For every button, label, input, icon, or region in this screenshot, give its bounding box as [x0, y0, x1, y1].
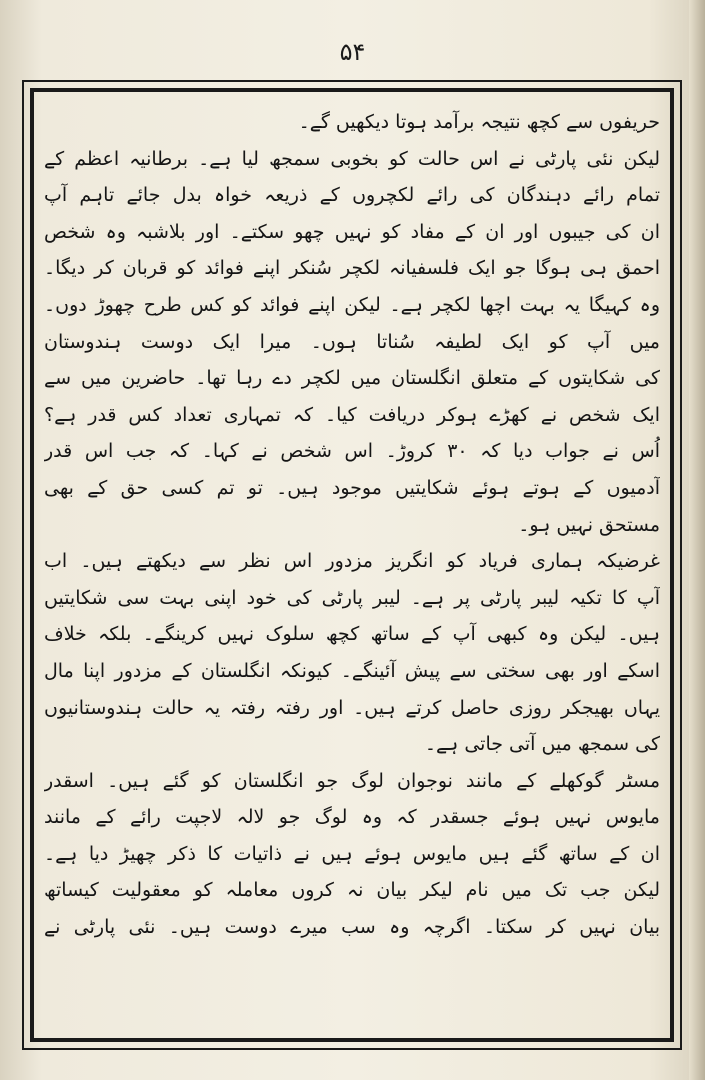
text-line: مسٹر گوکھلے کے مانند نوجوان لوگ جو انگلستان کو گئے ہیں۔ اسقدر — [44, 769, 660, 792]
text-line: ان کی جیبوں اور ان کے مفاد کو نہیں چھو سکتے۔ اور بلاشبہ وہ شخص — [44, 220, 660, 243]
text-line: بیان نہیں کر سکتا۔ اگرچہ وہ سب میرے دوست ہیں۔ نئی پارٹی نے — [44, 916, 660, 939]
text-line: مستحق نہیں ہو۔ — [518, 513, 660, 536]
text-line: لیکن نئی پارٹی نے اس حالت کو بخوبی سمجھ لیا ہے۔ برطانیہ اعظم کے — [44, 147, 660, 170]
text-line: یہاں بھیجکر روزی حاصل کرتے ہیں۔ اور رفتہ رفتہ یہ حالت ہندوستانیوں — [44, 696, 660, 719]
text-line: کی شکایتوں کے متعلق انگلستان میں لکچر دے رہا تھا۔ حاضرین میں سے — [44, 367, 660, 390]
text-line: ہیں۔ لیکن وہ کبھی آپ کے ساتھ کچھ سلوک نہیں کرینگے۔ بلکہ خلاف — [44, 623, 660, 646]
text-line: ان کے ساتھ گئے ہیں مایوس ہوئے ہیں نے ذاتیات کا ذکر چھیڑ دیا ہے۔ — [44, 842, 660, 865]
text-line: آپ کا تکیہ لیبر پارٹی پر ہے۔ لیبر پارٹی کی خود اپنی بہت سی شکایتیں — [44, 586, 660, 609]
text-line: مایوس نہیں ہوئے جسقدر کہ وہ لوگ جو لالہ لاجپت رائے کے مانند — [44, 806, 660, 829]
page-number: ۵۴ — [339, 38, 366, 66]
text-line: کی سمجھ میں آتی جاتی ہے۔ — [424, 733, 660, 756]
text-line: میں آپ کو ایک لطیفہ سُناتا ہوں۔ میرا ایک دوست ہندوستان — [44, 330, 660, 353]
text-line: غرضیکہ ہماری فریاد کو انگریز مزدور اس نظر سے دیکھتے ہیں۔ اب — [44, 550, 660, 573]
text-line: اُس نے جواب دیا کہ ۳۰ کروڑ۔ اس شخص نے کہا۔ کہ جب اس قدر — [44, 440, 660, 463]
text-line: وہ کہیگا یہ بہت اچھا لکچر ہے۔ لیکن اپنے فوائد کو کس طرح چھوڑ دوں۔ — [44, 293, 660, 316]
text-line: حریفوں سے کچھ نتیجہ برآمد ہوتا دیکھیں گے۔ — [298, 111, 660, 133]
page-binding-edge — [689, 0, 705, 1080]
text-line: احمق ہی ہوگا جو ایک فلسفیانہ لکچر سُنکر اپنے فوائد کو قربان کر دیگا۔ — [44, 257, 660, 280]
text-line: لیکن جب تک میں نام لیکر بیان نہ کروں معاملہ کو معقولیت کیساتھ — [44, 879, 660, 902]
text-line: اسکے اور بھی سختی سے پیش آئینگے۔ کیونکہ انگلستان کے مزدور اپنا مال — [44, 659, 660, 682]
text-line: ایک شخص نے کھڑے ہوکر دریافت کیا۔ کہ تمہاری تعداد کس قدر ہے؟ — [44, 403, 660, 426]
text-line: آدمیوں کے ہوتے ہوئے شکایتیں موجود ہیں۔ تو تم کسی حق کے بھی — [44, 476, 660, 499]
page-text-block — [44, 104, 660, 1034]
text-line: تمام رائے دہندگان کی رائے لکچروں کے ذریعہ خواہ بدل جائے تاہم آپ — [44, 184, 660, 207]
